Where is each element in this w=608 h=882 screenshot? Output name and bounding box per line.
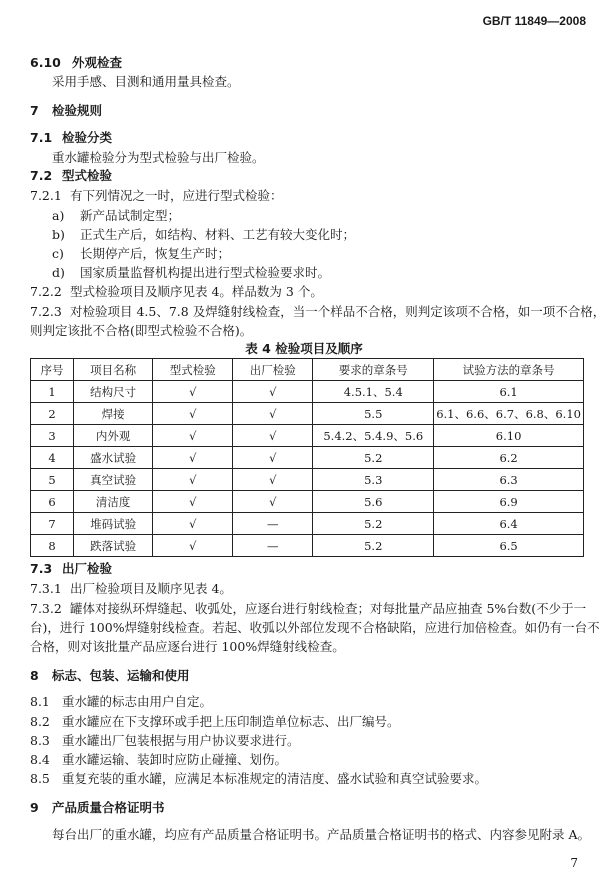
table-cell: 堆码试验 [73, 513, 152, 535]
table-row [31, 425, 584, 447]
section-7-2-heading [30, 167, 588, 185]
table-cell: 6.10 [434, 425, 584, 447]
section-6-10-heading [30, 54, 588, 72]
table-cell: 真空试验 [73, 469, 152, 491]
table-cell: 6.3 [434, 469, 584, 491]
clause-8-5 [30, 770, 588, 788]
section-number: 7.2 [30, 168, 53, 183]
table-cell: 内外观 [73, 425, 152, 447]
clause-8-1 [30, 693, 588, 711]
section-title: 检验规则 [52, 103, 103, 118]
list-item [52, 245, 588, 263]
clause-8-2 [30, 713, 588, 731]
page-number: 7 [570, 856, 578, 870]
list-item-letter: b) [52, 227, 65, 242]
clause-number: 7.2.2 [30, 284, 62, 299]
table-cell: 6.1 [434, 381, 584, 403]
clause-8-3 [30, 732, 588, 750]
list-item-letter: d) [52, 265, 65, 280]
clause-number: 8.4 [30, 752, 50, 767]
table-cell: — [233, 513, 313, 535]
section-9-body: 每台出厂的重水罐，均应有产品质量合格证明书。产品质量合格证明书的格式、内容参见附录 A。 [52, 827, 591, 842]
clause-number: 7.2.1 [30, 188, 62, 203]
clause-text-line: 罐体对接纵环焊缝起、收弧处，应逐台进行射线检查；对每批量产品应抽查 5%台数(不少于一 [70, 601, 587, 616]
table-cell: √ [233, 425, 313, 447]
clause-7-3-2-continued: 台)，进行 100%焊缝射线检查。若起、收弧以外部位发现不合格缺陷，应进行加倍检查。如仍有一台不 [30, 620, 600, 635]
clause-text: 重水罐应在下支撑环或手把上压印制造单位标志、出厂编号。 [62, 714, 400, 729]
section-title: 外观检查 [72, 55, 123, 70]
table-cell: √ [233, 381, 313, 403]
table-row [31, 403, 584, 425]
clause-7-3-1 [30, 580, 588, 598]
table-row [31, 447, 584, 469]
table-cell: 5.2 [313, 513, 434, 535]
table-caption: 表 4 检验项目及顺序 [245, 341, 363, 356]
table-cell: 6.1、6.6、6.7、6.8、6.10 [434, 403, 584, 425]
table-row [31, 469, 584, 491]
table-cell: — [233, 535, 313, 557]
section-number: 7 [30, 103, 39, 118]
table-cell: 清洁度 [73, 491, 152, 513]
section-number: 7.3 [30, 561, 53, 576]
section-title: 标志、包装、运输和使用 [52, 668, 190, 683]
clause-7-2-1 [30, 187, 588, 205]
table-row [31, 381, 584, 403]
table-cell: 5.2 [313, 535, 434, 557]
table-cell: 5 [31, 469, 74, 491]
table-cell: √ [153, 469, 233, 491]
clause-text: 型式检验项目及顺序见表 4。样品数为 3 个。 [70, 284, 323, 299]
table-row [31, 535, 584, 557]
standard-code: GB/T 11849—2008 [482, 14, 586, 28]
table-cell: 6.5 [434, 535, 584, 557]
clause-7-2-3 [30, 303, 606, 321]
list-item [52, 226, 588, 244]
header-cell: 序号 [31, 359, 74, 381]
section-title: 产品质量合格证明书 [52, 800, 165, 815]
clause-8-4 [30, 751, 588, 769]
table-cell: √ [153, 491, 233, 513]
table-cell: √ [153, 425, 233, 447]
table-cell: 5.3 [313, 469, 434, 491]
table-cell: 跌落试验 [73, 535, 152, 557]
section-7-1-heading [30, 129, 588, 147]
table-cell: 4 [31, 447, 74, 469]
section-number: 6.10 [30, 55, 61, 70]
table-cell: 4.5.1、5.4 [313, 381, 434, 403]
table-cell: √ [153, 403, 233, 425]
clause-number: 7.3.2 [30, 601, 62, 616]
header-cell: 要求的章条号 [313, 359, 434, 381]
clause-number: 8.3 [30, 733, 50, 748]
clause-text: 重水罐出厂包装根据与用户协议要求进行。 [62, 733, 300, 748]
section-title: 检验分类 [62, 130, 113, 145]
list-item-letter: c) [52, 246, 64, 261]
clause-number: 7.2.3 [30, 304, 62, 319]
section-7-heading [30, 102, 588, 120]
table-cell: √ [233, 491, 313, 513]
table-cell: 3 [31, 425, 74, 447]
clause-number: 8.2 [30, 714, 50, 729]
table-cell: 5.5 [313, 403, 434, 425]
table-cell: 8 [31, 535, 74, 557]
table-cell: 5.6 [313, 491, 434, 513]
inspection-table [30, 358, 584, 557]
table-cell: 5.2 [313, 447, 434, 469]
table-cell: √ [153, 535, 233, 557]
clause-number: 7.3.1 [30, 581, 62, 596]
section-number: 8 [30, 668, 39, 683]
list-item [52, 264, 588, 282]
clause-text: 重复充装的重水罐，应满足本标准规定的清洁度、盛水试验和真空试验要求。 [62, 771, 488, 786]
clause-text: 重水罐运输、装卸时应防止碰撞、划伤。 [62, 752, 288, 767]
table-cell: 盛水试验 [73, 447, 152, 469]
table-header-row [31, 359, 584, 381]
clause-number: 8.5 [30, 771, 50, 786]
table-cell: √ [153, 381, 233, 403]
list-item-letter: a) [52, 208, 65, 223]
table-cell: 6.9 [434, 491, 584, 513]
section-6-10-body: 采用手感、目测和通用量具检查。 [52, 74, 240, 89]
clause-number: 8.1 [30, 694, 50, 709]
section-7-1-body: 重水罐检验分为型式检验与出厂检验。 [52, 150, 265, 165]
table-cell: √ [233, 447, 313, 469]
section-title: 出厂检验 [62, 561, 113, 576]
table-cell: 6.2 [434, 447, 584, 469]
table-cell: √ [153, 513, 233, 535]
header-cell: 型式检验 [153, 359, 233, 381]
table-cell: √ [233, 469, 313, 491]
clause-7-3-2-continued: 合格，则对该批量产品应逐台进行 100%焊缝射线检查。 [30, 639, 345, 654]
section-number: 9 [30, 800, 39, 815]
table-cell: 7 [31, 513, 74, 535]
clause-7-2-2 [30, 283, 588, 301]
table-cell: √ [233, 403, 313, 425]
table-cell: 5.4.2、5.4.9、5.6 [313, 425, 434, 447]
section-9-heading [30, 799, 588, 817]
clause-7-2-3-continued: 则判定该批不合格(即型式检验不合格)。 [30, 323, 253, 338]
clause-7-3-2 [30, 600, 588, 618]
list-item-text: 新产品试制定型； [80, 208, 181, 223]
table-cell: 结构尺寸 [73, 381, 152, 403]
table-cell: 焊接 [73, 403, 152, 425]
clause-text-line: 对检验项目 4.5、7.8 及焊缝射线检查，当一个样品不合格，则判定该项不合格，如一项不合格， [70, 304, 606, 319]
table-row [31, 491, 584, 513]
section-7-3-heading [30, 560, 588, 578]
table-row [31, 513, 584, 535]
clause-text: 出厂检验项目及顺序见表 4。 [70, 581, 232, 596]
section-title: 型式检验 [62, 168, 113, 183]
list-item-text: 国家质量监督机构提出进行型式检验要求时。 [80, 265, 331, 280]
list-item-text: 正式生产后，如结构、材料、工艺有较大变化时； [80, 227, 356, 242]
table-cell: 6 [31, 491, 74, 513]
clause-text: 重水罐的标志由用户自定。 [62, 694, 213, 709]
section-number: 7.1 [30, 130, 53, 145]
list-item [52, 207, 588, 225]
clause-text: 有下列情况之一时，应进行型式检验： [70, 188, 283, 203]
table-cell: √ [153, 447, 233, 469]
table-cell: 2 [31, 403, 74, 425]
table-cell: 6.4 [434, 513, 584, 535]
list-item-text: 长期停产后，恢复生产时； [80, 246, 231, 261]
table-cell: 1 [31, 381, 74, 403]
header-cell: 项目名称 [73, 359, 152, 381]
section-8-heading [30, 667, 588, 685]
header-cell: 试验方法的章条号 [434, 359, 584, 381]
header-cell: 出厂检验 [233, 359, 313, 381]
